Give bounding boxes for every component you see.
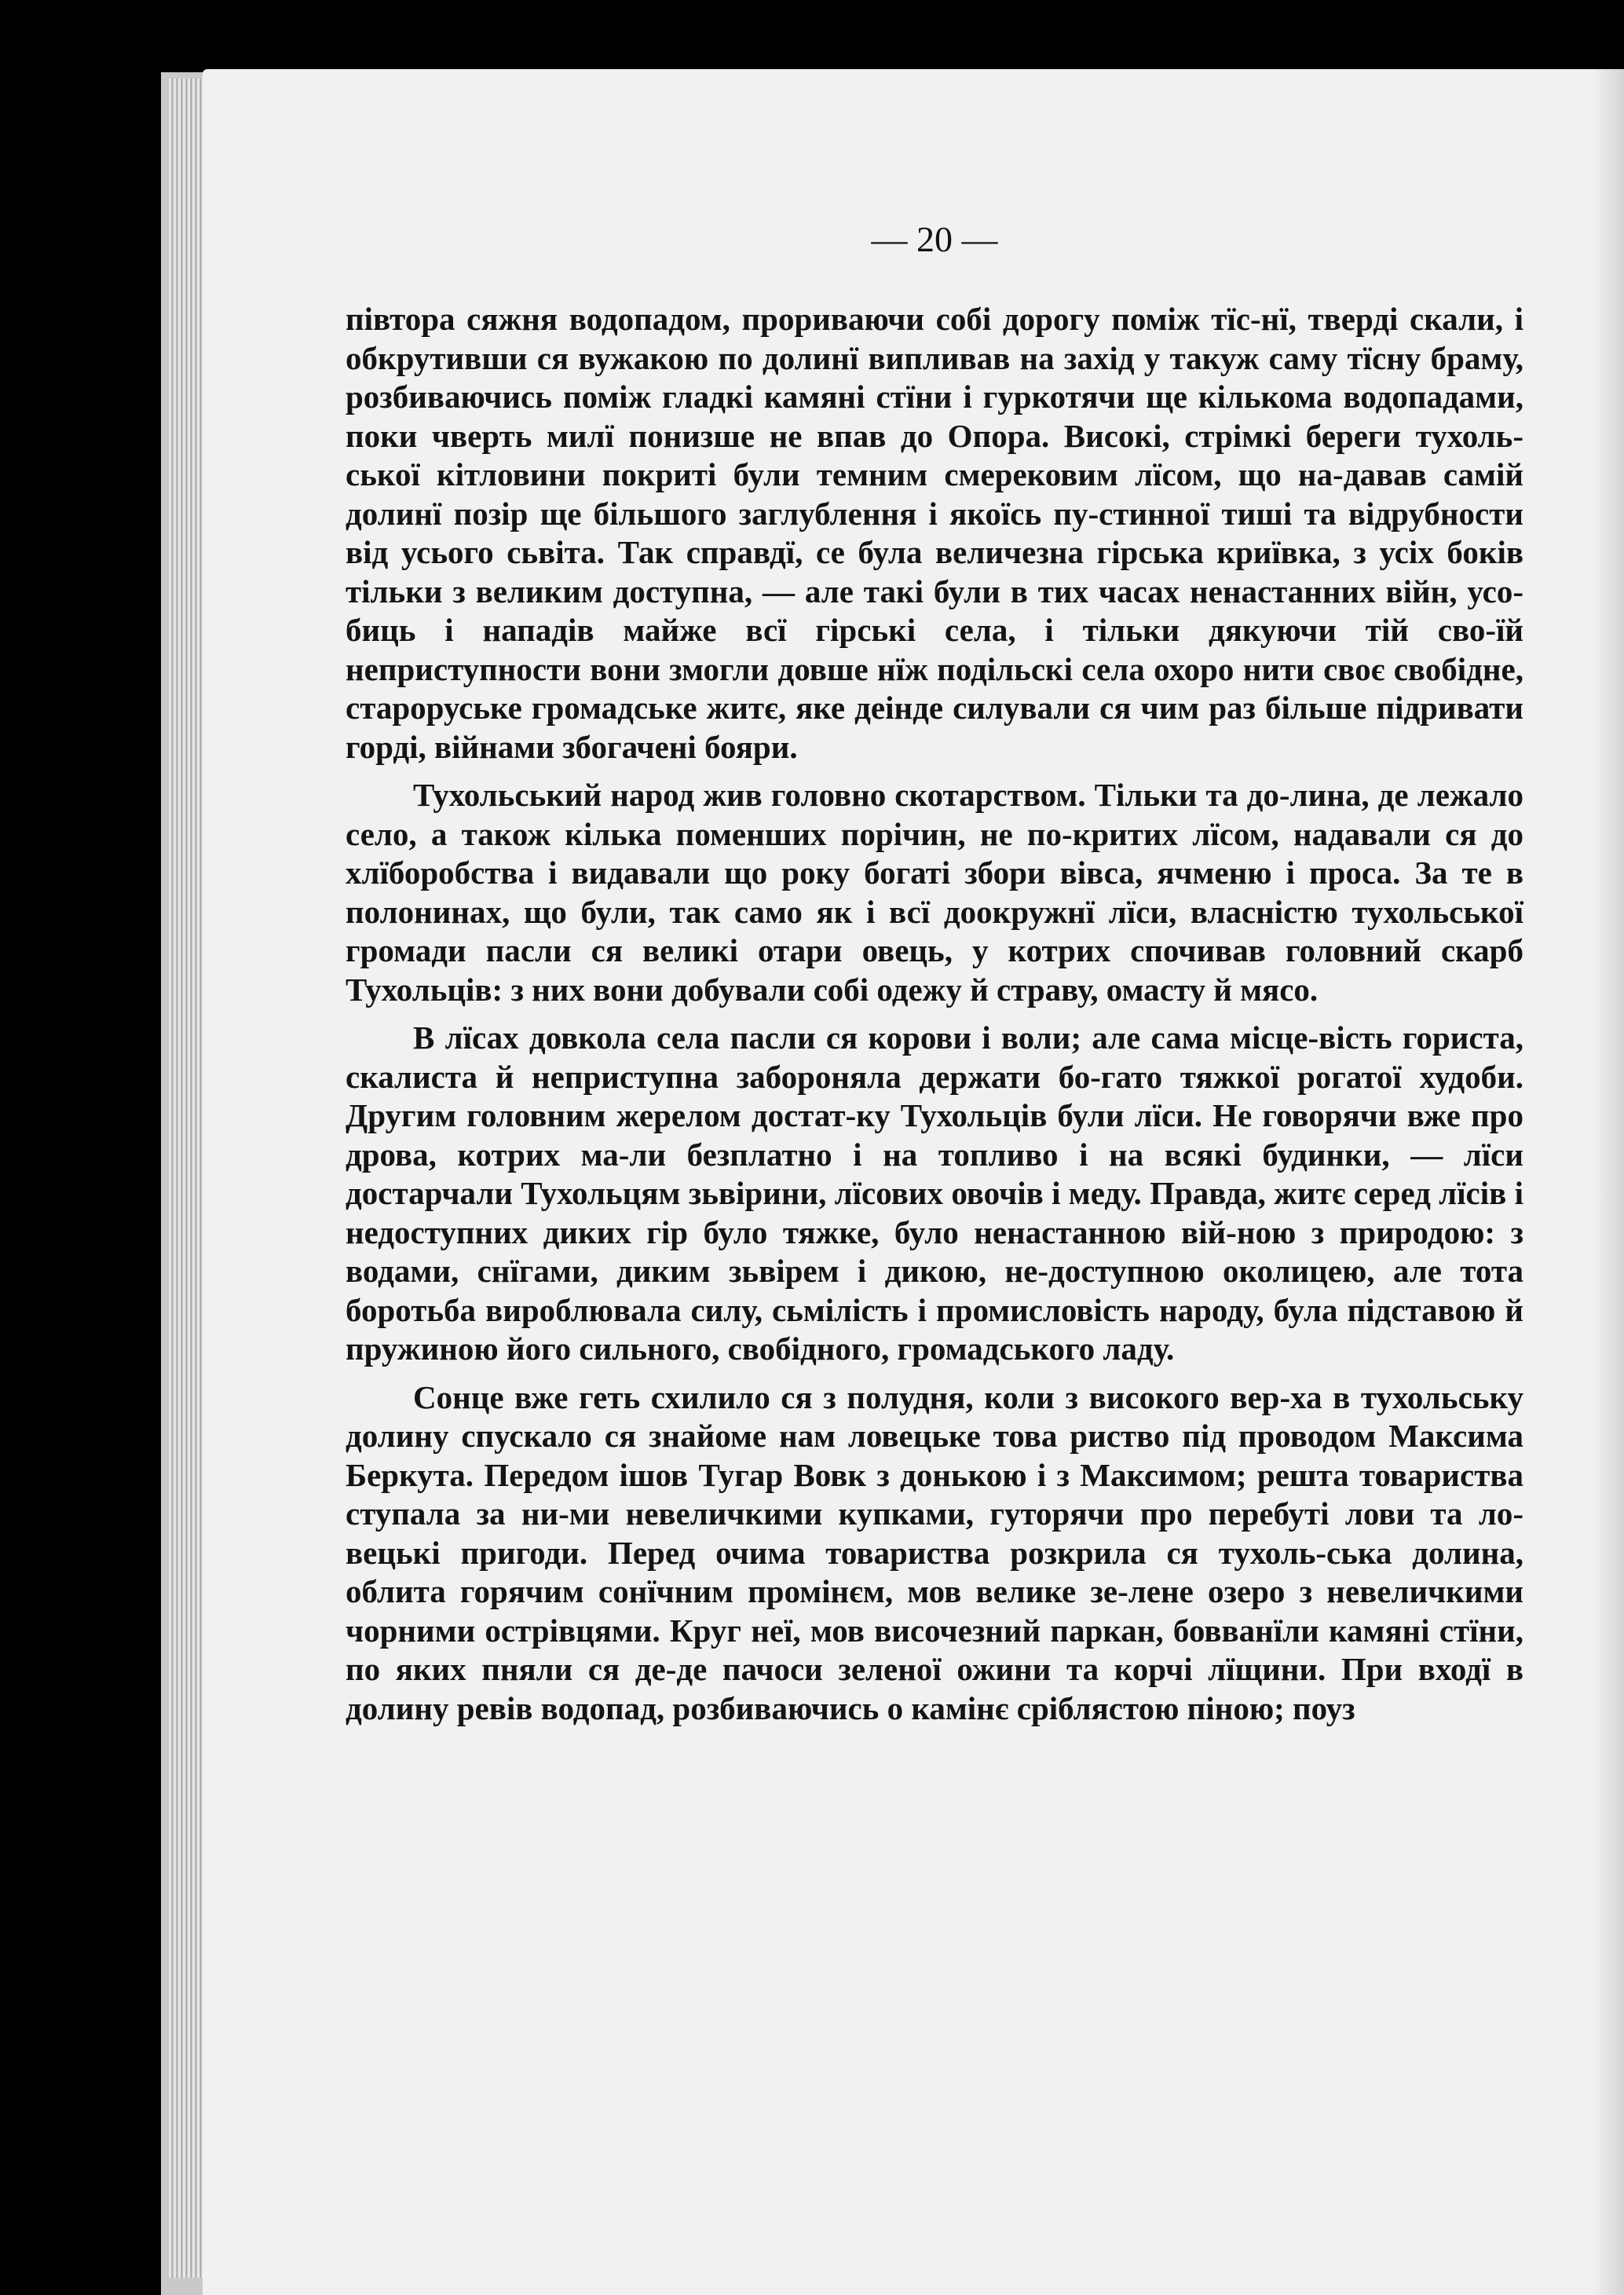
page-number: — 20 —	[871, 219, 998, 259]
paragraph: півтора сяжня водопадом, прориваючи собі дорогу поміж тїс-нї, тверді скали, і обкрутивши ся вужакою по долинї випливав на захід у такуж саму тїсну браму, розбиваючись поміж гладкі камяні стїни і гуркотячи ще кількома водопадами, поки чверть милї понизше не впав до Опора. Високі, стрімкі береги тухоль-ської кітловини покриті були темним смерековим лїсом, що на-давав самій долинї позір ще більшого заглублення і якоїсь пу-стинної тиші та відрубности від усього сьвіта. Так справдї, се була величезна гірська криївка, з усіх боків тільки з великим доступна, — але такі були в тих часах ненастанних війн, усо-биць і нападів майже всї гірські села, і тільки дякуючи тій сво-їй неприступности вони змогли довше нїж подільскі села охоро нити своє свобідне, староруське громадське житє, яке деінде силували ся чим раз більше підривати горді, війнами збогачені бояри.	[346, 301, 1523, 765]
page-shadow	[1593, 69, 1624, 2295]
text-block	[346, 300, 1523, 1737]
paragraph: Тухольський народ жив головно скотарством. Тільки та до-лина, де лежало село, а також кілька поменших порічин, не по-критих лїсом, надавали ся до хлїборобства і видавали що року богаті збори вівса, ячменю і проса. За те в полонинах, що були, так само як і всї доокружнї лїси, власністю тухольської громади пасли ся великі отари овець, у котрих спочивав головний скарб Тухольців: з них вони добували собі одежу й страву, омасту й мясо.	[346, 777, 1523, 1008]
paragraph: В лїсах довкола села пасли ся корови і воли; але сама місце-вість гориста, скалиста й неприступна забороняла держати бо-гато тяжкої рогатої худоби. Другим головним жерелом достат-ку Тухольців були лїси. Не говорячи вже про дрова, котрих ма-ли безплатно і на топливо і на всякі будинки, — лїси достарчали Тухольцям зьвірини, лїсових овочів і меду. Правда, житє серед лїсів і недоступних диких гір було тяжке, було ненастанною вій-ною з природою: з водами, снїгами, диким зьвірем і дикою, не-доступною околицею, але тота боротьба вироблювала силу, сьміліcть і промисловість народу, була підставою й пружиною його сильного, свобідного, громадського ладу.	[346, 1019, 1523, 1367]
paragraph: Сонце вже геть схилило ся з полудня, коли з високого вер-ха в тухольську долину спускало ся знайоме нам ловецьке това риство під проводом Максима Беркута. Передом ішов Тугар Вовк з донькою і з Максимом; решта товариства ступала за ни-ми невеличкими купками, гуторячи про перебуті лови та ло-вецькі пригоди. Перед очима товариства розкрила ся тухоль-ська долина, облита горячим сонїчним промінєм, мов велике зе-лене озеро з невеличкими чорними острівцями. Круг неї, мов височезний паркан, бовванїли камяні стїни, по яких пняли ся де-де пачоси зеленої ожини та корчі лїщини. При входї в долину ревів водопад, розбиваючись о камінє сріблястою піною; поуз	[346, 1378, 1523, 1726]
